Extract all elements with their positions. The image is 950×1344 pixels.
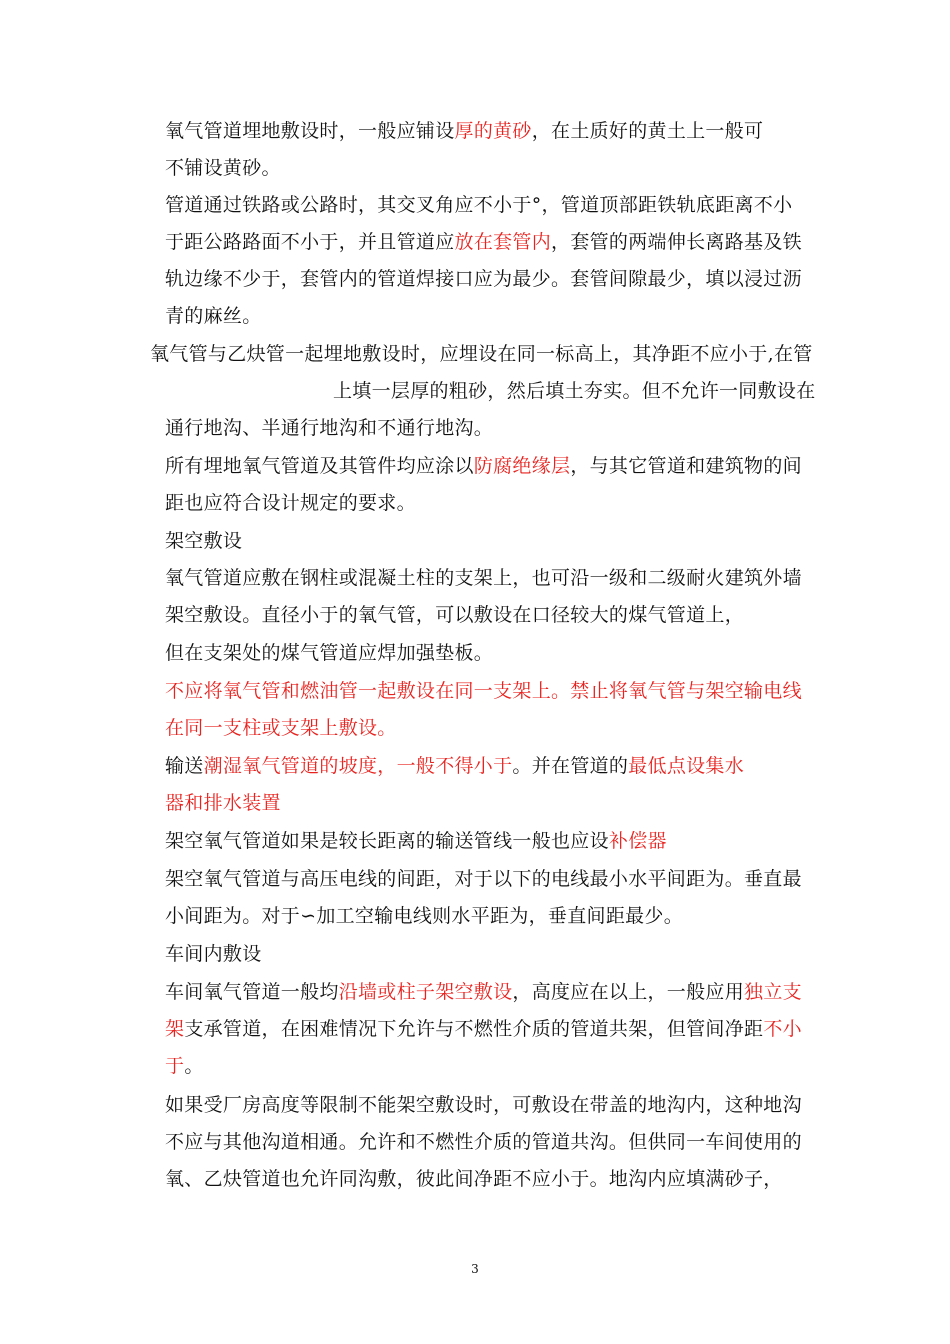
paragraph-line: 距也应符合设计规定的要求。 xyxy=(165,492,416,514)
highlight-text: 防腐绝缘层 xyxy=(473,455,571,477)
text: ，套管的两端伸长离路基及铁 xyxy=(551,231,802,253)
highlight-text: 放在套管内 xyxy=(454,231,552,253)
text: 。 xyxy=(184,1055,204,1077)
text: 支承管道，在困难情况下允许与不燃性介质的管道共架，但管间净距 xyxy=(184,1018,764,1040)
paragraph-line xyxy=(165,119,763,143)
text: 所有埋地氧气管道及其管件均应涂以 xyxy=(165,455,474,477)
highlight-line: 器和排水装置 xyxy=(165,792,281,814)
paragraph-line: 架空敷设。直径小于的氧气管，可以敷设在口径较大的煤气管道上， xyxy=(165,604,745,626)
text: 车间氧气管道一般均 xyxy=(165,981,339,1003)
paragraph-line: 架空氧气管道与高压电线的间距，对于以下的电线最小水平间距为。垂直最 xyxy=(165,868,802,890)
highlight-line: 在同一支柱或支架上敷设。 xyxy=(165,717,397,739)
text: ，与其它管道和建筑物的间 xyxy=(570,455,802,477)
text: 架空氧气管道如果是较长距离的输送管线一般也应设 xyxy=(165,830,609,852)
text: 氧气管道埋地敷设时，一般应铺设 xyxy=(165,120,455,142)
highlight-text: 沿墙或柱子架空敷设 xyxy=(338,981,513,1003)
section-heading: 车间内敷设 xyxy=(165,943,262,965)
highlight-text: 于 xyxy=(165,1055,185,1077)
highlight-text: 最低点设集水 xyxy=(628,755,745,777)
paragraph-line: 氧气管道应敷在钢柱或混凝土柱的支架上，也可沿一级和二级耐火建筑外墙 xyxy=(165,567,802,589)
highlight-text: 架 xyxy=(165,1018,185,1040)
highlight-text: 不小 xyxy=(763,1018,802,1040)
paragraph-line xyxy=(165,1017,802,1041)
paragraph-line: 通行地沟、半通行地沟和不通行地沟。 xyxy=(165,417,494,439)
paragraph-line: 管道通过铁路或公路时，其交叉角应不小于°，管道顶部距铁轨底距离不小 xyxy=(165,194,793,216)
paragraph-line xyxy=(165,230,802,254)
page-number: 3 xyxy=(471,1262,479,1276)
section-heading: 架空敷设 xyxy=(165,530,243,552)
text: 输送 xyxy=(165,755,204,777)
highlight-text: 厚的黄砂 xyxy=(454,120,532,142)
paragraph-line: 青的麻丝。 xyxy=(165,305,262,327)
paragraph-line xyxy=(165,980,802,1004)
paragraph-line xyxy=(165,454,802,478)
text: 于距公路路面不小于，并且管道应 xyxy=(165,231,455,253)
paragraph-line: 但在支架处的煤气管道应焊加强垫板。 xyxy=(165,642,494,664)
highlight-line: 不应将氧气管和燃油管一起敷设在同一支架上。禁止将氧气管与架空输电线 xyxy=(165,680,802,702)
highlight-text: 补偿器 xyxy=(608,830,667,852)
paragraph-line: 不铺设黄砂。 xyxy=(165,157,281,179)
text: ，在土质好的黄土上一般可 xyxy=(531,120,764,142)
paragraph-line: 如果受厂房高度等限制不能架空敷设时，可敷设在带盖的地沟内，这种地沟 xyxy=(165,1094,802,1116)
text: ，高度应在以上，一般应用 xyxy=(512,981,745,1003)
paragraph-line xyxy=(165,754,744,778)
paragraph-line: 不应与其他沟道相通。允许和不燃性介质的管道共沟。但供同一车间使用的 xyxy=(165,1131,802,1153)
paragraph-line: 氧气管与乙炔管一起埋地敷设时，应埋设在同一标高上，其净距不应小于,在管 xyxy=(150,343,813,365)
paragraph-line xyxy=(165,1054,204,1078)
paragraph-line xyxy=(165,829,667,853)
highlight-text: 独立支 xyxy=(744,981,802,1003)
paragraph-line: 轨边缘不少于，套管内的管道焊接口应为最少。套管间隙最少，填以浸过沥 xyxy=(165,268,802,290)
paragraph-line: 小间距为。对于∽加工空输电线则水平距为，垂直间距最少。 xyxy=(165,905,684,927)
text: 。并在管道的 xyxy=(512,755,629,777)
paragraph-line: 氧、乙炔管道也允许同沟敷，彼此间净距不应小于。地沟内应填满砂子， xyxy=(165,1168,783,1190)
highlight-text: 潮湿氧气管道的坡度，一般不得小于 xyxy=(203,755,513,777)
paragraph-line: 上填一层厚的粗砂，然后填土夯实。但不允许一同敷设在 xyxy=(333,380,816,402)
